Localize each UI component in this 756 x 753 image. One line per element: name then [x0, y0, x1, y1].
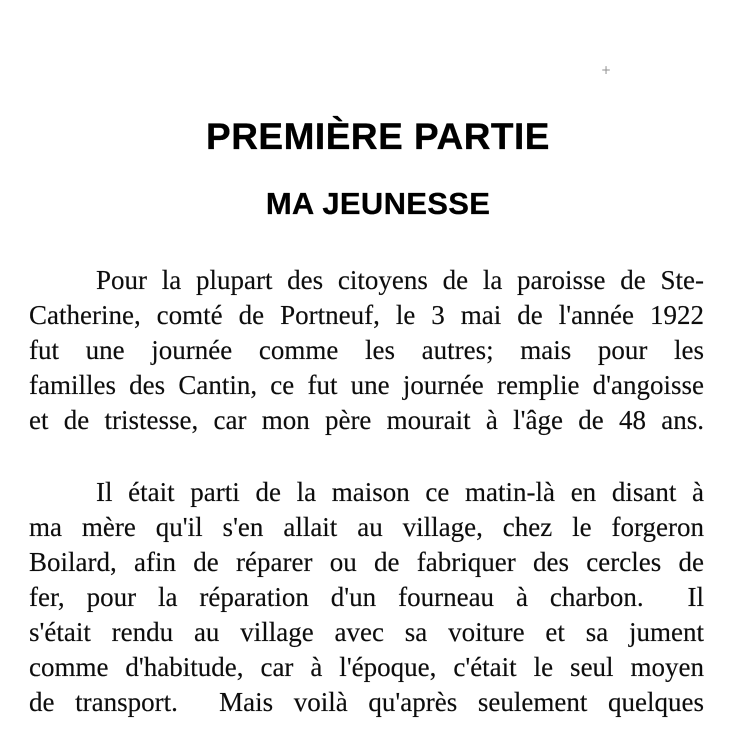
chapter-title: MA JEUNESSE [265, 186, 491, 221]
text-line: familles des Cantin, ce fut une journée remplie d'angoisse [29, 370, 704, 400]
text-line: et de tristesse, car mon père mourait à l'âge de 48 ans. [29, 405, 704, 435]
text-line: de transport. Mais voilà qu'après seulement quelques [29, 687, 704, 717]
text-line: Il était parti de la maison ce matin-là en disant à [96, 477, 704, 507]
scan-artifact-mark: + [601, 63, 612, 77]
text-line: ma mère qu'il s'en allait au village, chez le forgeron [29, 512, 704, 542]
text-line: fer, pour la réparation d'un fourneau à charbon. Il [29, 582, 704, 612]
part-title: PREMIÈRE PARTIE [206, 116, 550, 157]
text-line: comme d'habitude, car à l'époque, c'était le seul moyen [29, 652, 704, 682]
paragraph-2 [29, 475, 704, 720]
text-line: fut une journée comme les autres; mais pour les [29, 335, 704, 365]
text-line: Catherine, comté de Portneuf, le 3 mai de l'année 1922 [29, 300, 704, 330]
text-line: s'était rendu au village avec sa voiture et sa jument [29, 617, 704, 647]
body-text-block [29, 263, 704, 720]
text-line: Pour la plupart des citoyens de la paroisse de Ste- [96, 265, 704, 295]
text-line: Boilard, afin de réparer ou de fabriquer des cercles de [29, 547, 704, 577]
paragraph-1 [29, 263, 704, 438]
